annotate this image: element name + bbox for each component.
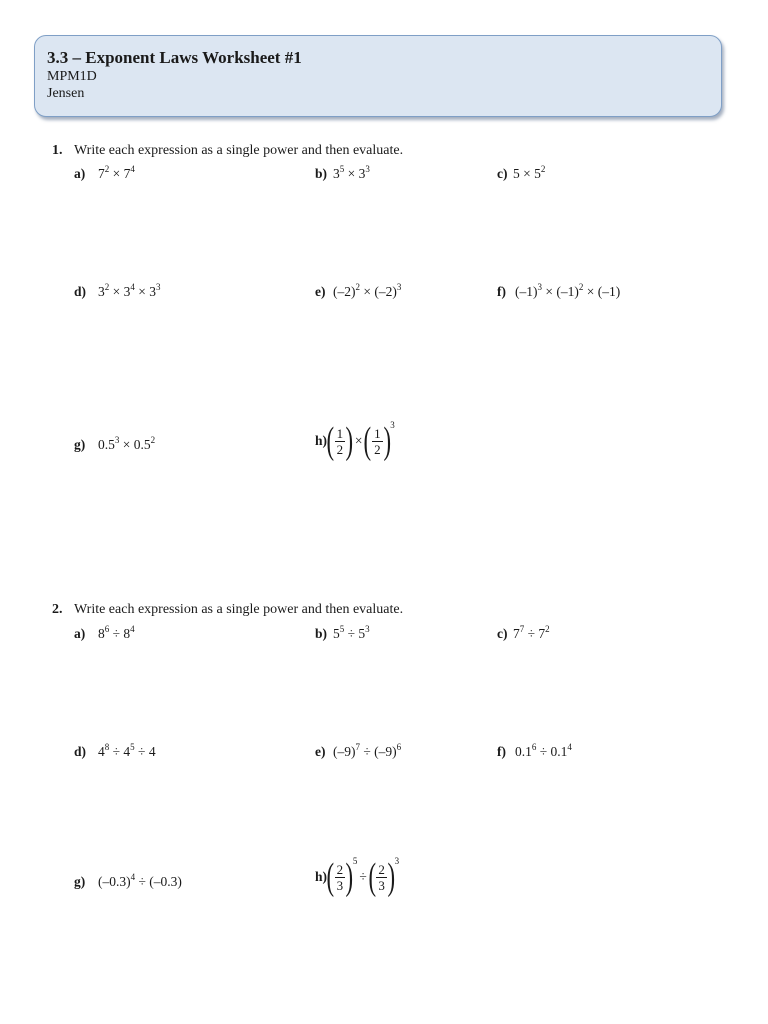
question-1-instruction: Write each expression as a single power and then evaluate.: [74, 143, 404, 158]
q2-item-b-label: b): [315, 626, 328, 641]
q2-item-e: e) $(-9)^7 \div (-9)^6$: [315, 742, 402, 759]
q1-item-g-label: g): [74, 437, 86, 452]
q2-item-e-label: e): [315, 744, 326, 759]
question-1-number: 1.: [52, 143, 63, 158]
q2-item-c-label: c): [497, 626, 508, 641]
q1-item-a: a) $7^2 \times 7^4$: [74, 164, 135, 181]
q2-item-a: a) $8^6 \div 8^4$: [74, 624, 135, 641]
q1-item-c-label: c): [497, 166, 508, 181]
q2-item-f: f) $0.1^6 \div 0.1^4$: [497, 742, 572, 759]
q2-item-h: h) ( $\frac{2}{3}$ ) 5 ÷ ( $\frac{2}{3}$ ) 3: [315, 856, 400, 898]
q2-item-g-label: g): [74, 874, 86, 889]
q1-item-c: c) $5 \times 5^2$: [497, 164, 546, 181]
q2-item-a-label: a): [74, 626, 86, 641]
q1-item-h: h) ( $\frac{1}{2}$ ) × ( $\frac{1}{2}$ ) 3: [315, 420, 395, 462]
q1-item-d-label: d): [74, 284, 87, 299]
q1-item-b-label: b): [315, 166, 328, 181]
q1-item-f: f) $(-1)^3 \times (-1)^2 \times (-1)$: [497, 282, 621, 299]
question-2-number: 2.: [52, 602, 63, 617]
q2-item-f-label: f): [497, 744, 506, 759]
worksheet-title: 3.3 – Exponent Laws Worksheet #1: [47, 48, 302, 67]
course-code: MPM1D: [47, 69, 97, 84]
teacher-name: Jensen: [47, 86, 85, 101]
q2-item-h-label: h): [315, 869, 328, 884]
q2-item-b: b) $5^5 \div 5^3$: [315, 624, 370, 641]
q1-item-a-label: a): [74, 166, 86, 181]
q2-item-g: g) $(-0.3)^4 \div (-0.3)$: [74, 872, 182, 889]
q2-item-d: d) $4^8 \div 4^5 \div 4$: [74, 742, 156, 759]
q1-item-e-label: e): [315, 284, 326, 299]
q1-item-f-label: f): [497, 284, 506, 299]
q1-item-h-label: h): [315, 433, 328, 448]
question-2-instruction: Write each expression as a single power and then evaluate.: [74, 602, 404, 617]
q2-item-c: c) $7^7 \div 7^2$: [497, 624, 550, 641]
q1-item-d: d) $3^2 \times 3^4 \times 3^3$: [74, 282, 161, 299]
q1-item-g: g) $0.5^3 \times 0.5^2$: [74, 435, 156, 452]
q1-item-b: b) $3^5 \times 3^3$: [315, 164, 370, 181]
question-1-header: [52, 143, 403, 159]
question-2-header: [52, 602, 403, 618]
q1-item-e: e) $(-2)^2 \times (-2)^3$: [315, 282, 402, 299]
worksheet-header: [34, 35, 722, 117]
q2-item-d-label: d): [74, 744, 87, 759]
